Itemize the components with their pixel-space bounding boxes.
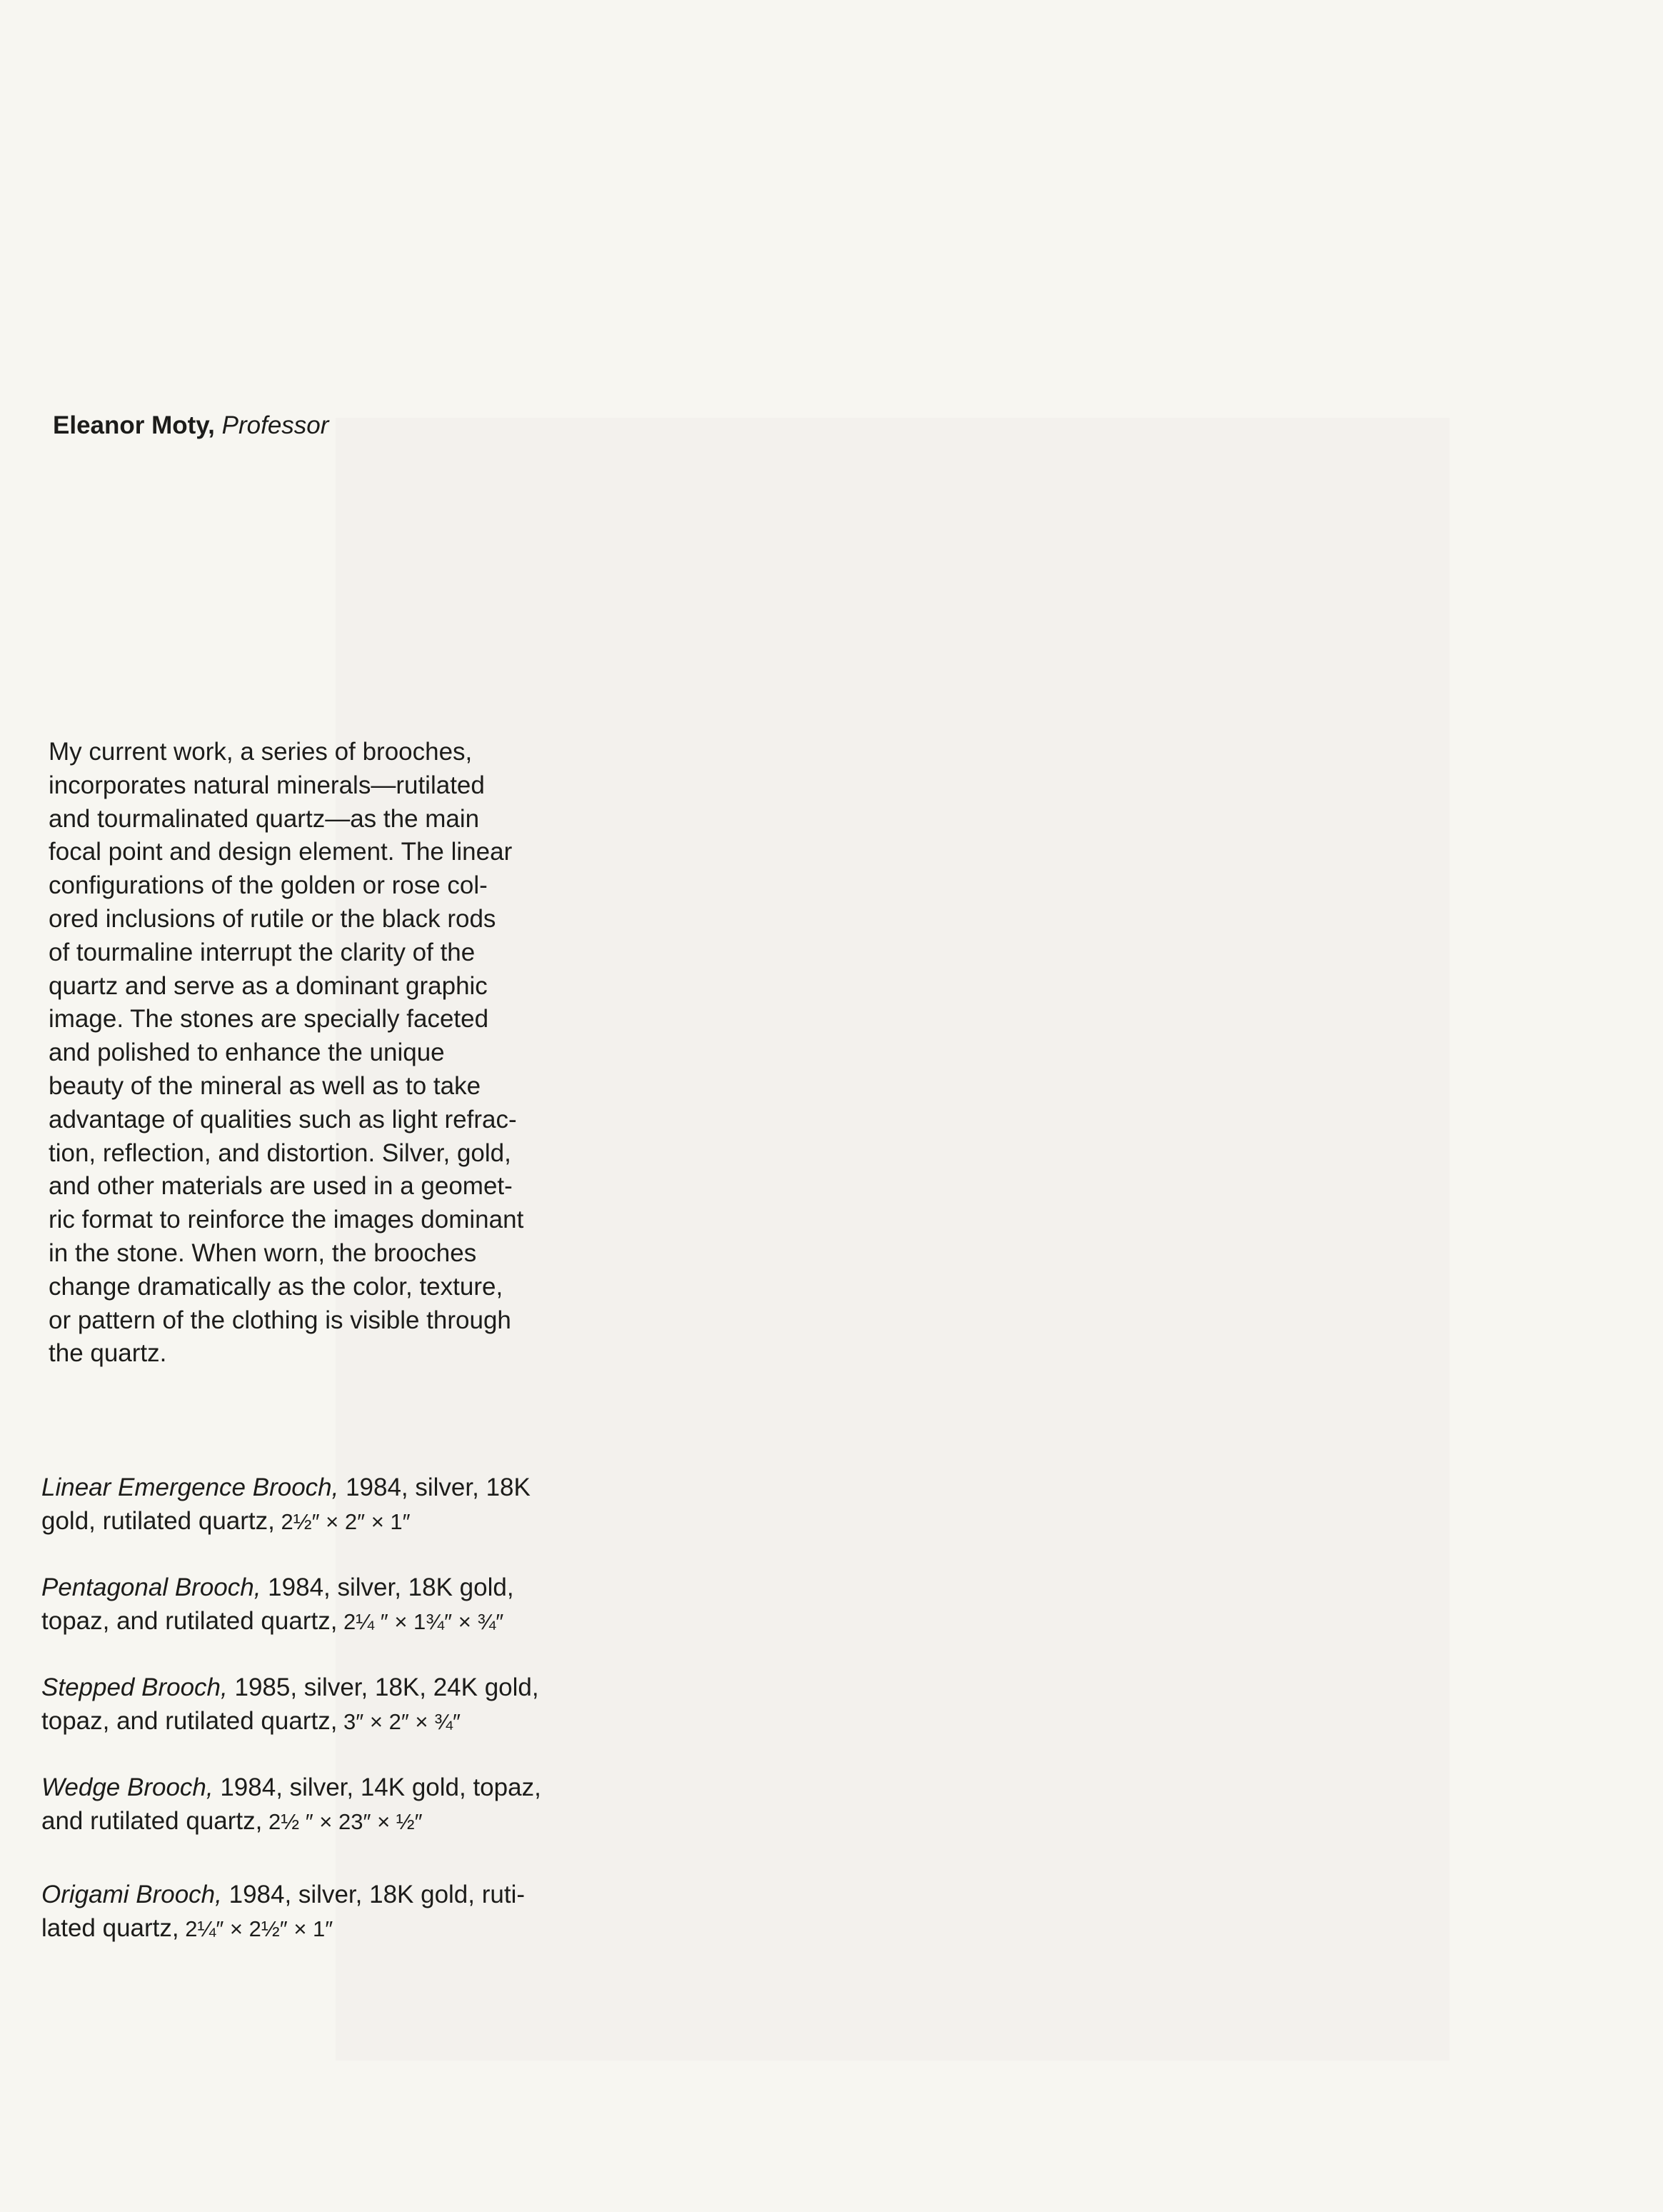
statement-line: beauty of the mineral as well as to take [49,1071,481,1100]
page-header [53,409,328,443]
work-title: Pentagonal Brooch, [41,1573,261,1601]
work-materials: topaz, and rutilated quartz, [41,1606,338,1635]
work-caption-line [41,1805,541,1839]
statement-line: and other materials are used in a geomet- [49,1172,513,1201]
work-caption-line [41,1571,514,1605]
work-caption [41,1878,525,1946]
statement-line: incorporates natural minerals—rutilated [49,771,485,799]
statement-line: quartz and serve as a dominant graphic [49,971,488,1000]
work-title: Origami Brooch, [41,1881,222,1908]
work-materials: gold, rutilated quartz, [41,1506,275,1535]
work-details: 1984, silver, 18K [338,1473,531,1501]
work-details: 1984, silver, 14K gold, topaz, [213,1773,541,1801]
statement-line: ored inclusions of rutile or the black rods [49,904,496,933]
work-dimensions: 2¼ ″ × 1¾″ × ¾″ [337,1608,504,1634]
work-title: Wedge Brooch, [41,1773,213,1801]
artist-statement [49,736,591,1371]
work-caption-line [41,1705,539,1739]
work-materials: lated quartz, [41,1913,179,1942]
statement-line: image. The stones are specially faceted [49,1005,489,1034]
work-caption-line [41,1471,531,1505]
work-details: 1984, silver, 18K gold, [261,1573,514,1601]
work-dimensions: 2¼″ × 2½″ × 1″ [179,1916,333,1941]
statement-line: or pattern of the clothing is visible through [49,1306,511,1334]
artist-role: Professor [221,411,329,439]
statement-line: and tourmalinated quartz—as the main [49,804,480,833]
work-caption-line [41,1771,541,1805]
artist-name: Eleanor Moty, [53,411,215,439]
work-caption-line [41,1605,514,1639]
work-caption-line [41,1878,525,1912]
statement-line: in the stone. When worn, the brooches [49,1238,477,1267]
statement-line: the quartz. [49,1339,167,1368]
work-caption [41,1771,541,1839]
statement-line: and polished to enhance the unique [49,1039,445,1067]
statement-line: of tourmaline interrupt the clarity of the [49,938,476,966]
statement-line: ric format to reinforce the images dominant [49,1206,524,1234]
statement-line: focal point and design element. The linear [49,838,513,866]
work-caption-line [41,1912,525,1946]
statement-line: My current work, a series of brooches, [49,738,473,766]
work-materials: topaz, and rutilated quartz, [41,1706,338,1735]
work-title: Linear Emergence Brooch, [41,1473,339,1501]
work-dimensions: 3″ × 2″ × ¾″ [337,1708,461,1734]
work-caption [41,1471,531,1539]
work-dimensions: 2½ ″ × 23″ × ½″ [262,1808,423,1834]
statement-line: change dramatically as the color, texture, [49,1272,503,1301]
work-dimensions: 2½″ × 2″ × 1″ [274,1508,411,1534]
work-caption-line [41,1505,531,1539]
work-details: 1984, silver, 18K gold, ruti- [221,1881,525,1908]
work-details: 1985, silver, 18K, 24K gold, [227,1673,539,1701]
statement-line: configurations of the golden or rose col- [49,871,488,900]
statement-line: advantage of qualities such as light refrac- [49,1105,517,1133]
work-caption [41,1671,539,1739]
work-caption-line [41,1671,539,1705]
statement-line: tion, reflection, and distortion. Silver, gold, [49,1138,511,1167]
work-caption [41,1571,514,1639]
work-title: Stepped Brooch, [41,1673,228,1701]
work-materials: and rutilated quartz, [41,1806,263,1835]
